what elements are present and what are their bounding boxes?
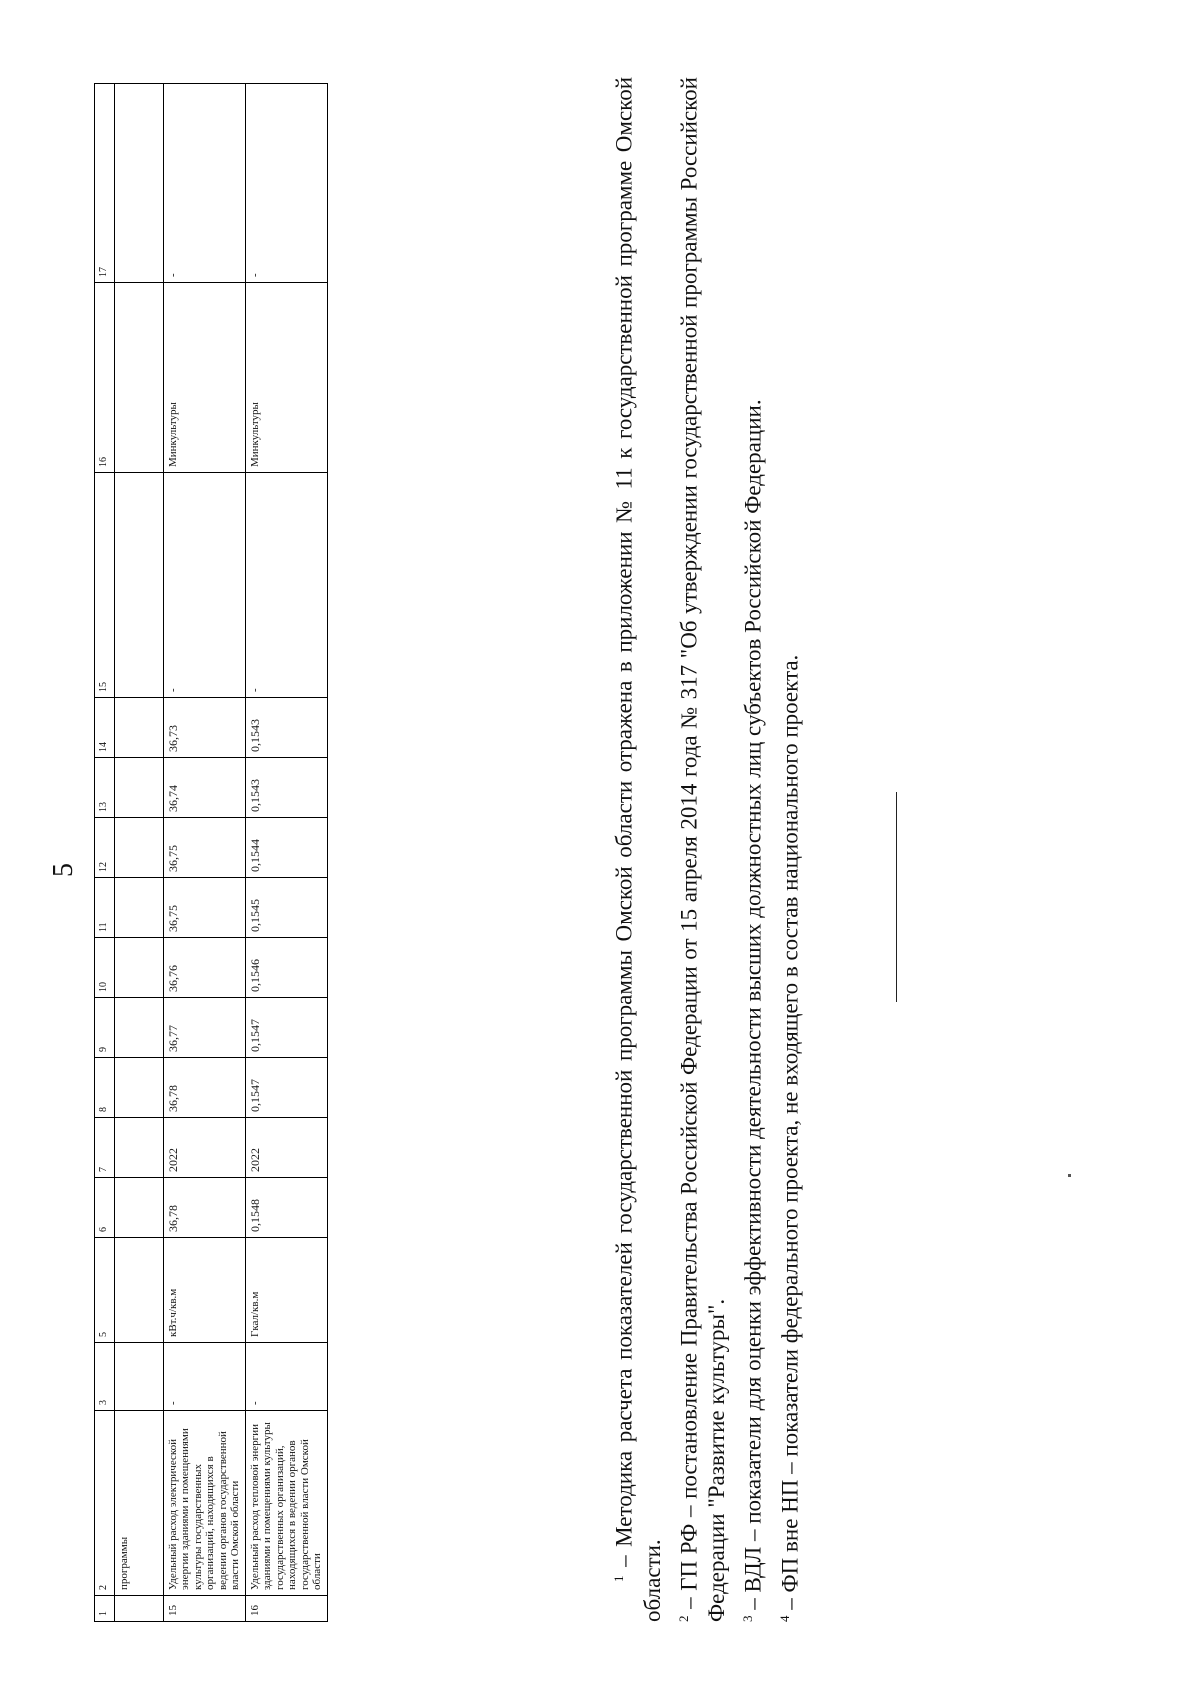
table-cell: программы	[114, 1411, 163, 1596]
table-cell	[114, 1058, 163, 1118]
column-header: 12	[95, 818, 115, 878]
row-number: 15	[163, 1596, 245, 1622]
table-continuation-row	[114, 84, 163, 1622]
unit-cell: кВт.ч/кв.м	[163, 1238, 245, 1343]
value-cell: 0,1544	[245, 818, 327, 878]
base-year-cell: 2022	[163, 1118, 245, 1178]
indicator-name: Удельный расход тепловой энергии зданиями и помещениями культуры государственных организаций, находящихся в ведении органов государственной власти Омской области	[245, 1411, 327, 1596]
footnote	[771, 77, 805, 1622]
column-header: 17	[95, 84, 115, 283]
table-cell	[114, 818, 163, 878]
footnote-mark: 4	[776, 1615, 792, 1622]
value-cell: 0,1543	[245, 758, 327, 818]
footnote-text: – ГП РФ – постановление Правительства Российской Федерации от 15 апреля 2014 года № 317 "Об утверждении государственной программы Российской Федерации "Развитие культуры".	[676, 77, 730, 1622]
footnote-mark: 2	[675, 1615, 691, 1622]
page-number: 5	[48, 863, 79, 877]
column-header: 9	[95, 998, 115, 1058]
table-cell	[114, 1343, 163, 1411]
column-header: 1	[95, 1596, 115, 1622]
column-header: 14	[95, 698, 115, 758]
table-row	[245, 84, 327, 1622]
value-cell: 36,77	[163, 998, 245, 1058]
table-cell: -	[245, 84, 327, 283]
table-cell	[114, 84, 163, 283]
column-header: 7	[95, 1118, 115, 1178]
value-cell: 0,1546	[245, 938, 327, 998]
value-cell: 36,75	[163, 878, 245, 938]
column-header: 2	[95, 1411, 115, 1596]
table-cell	[114, 938, 163, 998]
footnote-text: – ФП вне НП – показатели федерального проекта, не входящего в состав национального проекта.	[777, 654, 803, 1616]
base-value-cell: 36,78	[163, 1178, 245, 1238]
table-cell	[114, 698, 163, 758]
table-cell: -	[245, 1343, 327, 1411]
footnote	[734, 77, 768, 1622]
value-cell: 36,74	[163, 758, 245, 818]
column-header: 8	[95, 1058, 115, 1118]
table-cell	[114, 998, 163, 1058]
value-cell: 36,73	[163, 698, 245, 758]
footnote-text: – ВДЛ – показатели для оценки эффективности деятельности высших должностных лиц субъектов Российской Федерации.	[740, 399, 766, 1616]
footnote-mark: 3	[740, 1615, 756, 1622]
value-cell: 36,75	[163, 818, 245, 878]
table-cell	[114, 1118, 163, 1178]
footnote	[605, 77, 667, 1622]
table-cell	[114, 283, 163, 473]
value-cell: 0,1547	[245, 1058, 327, 1118]
row-number: 16	[245, 1596, 327, 1622]
table-cell: -	[163, 1343, 245, 1411]
table-cell	[114, 878, 163, 938]
table-cell	[114, 1238, 163, 1343]
footnote-mark: 1	[611, 1575, 626, 1582]
table-cell	[114, 1178, 163, 1238]
column-header: 3	[95, 1343, 115, 1411]
responsible-cell: Минкультуры	[245, 283, 327, 473]
table-cell	[114, 1596, 163, 1622]
column-header: 5	[95, 1238, 115, 1343]
column-header: 15	[95, 473, 115, 698]
footnotes	[605, 77, 808, 1622]
value-cell: 0,1545	[245, 878, 327, 938]
base-year-cell: 2022	[245, 1118, 327, 1178]
table-cell: -	[163, 473, 245, 698]
scan-speck	[1068, 1174, 1071, 1177]
table-cell	[114, 473, 163, 698]
unit-cell: Гкал/кв.м	[245, 1238, 327, 1343]
footnote-text: – Методика расчета показателей государственной программы Омской области отражена в приложении № 11 к государственной программе Омской области.	[611, 77, 665, 1622]
indicator-name: Удельный расход электрической энергии зданиями и помещениями культуры государственных организаций, находящихся в ведении органов государственной власти Омской области	[163, 1411, 245, 1596]
indicator-table	[94, 83, 328, 1622]
footnote	[670, 77, 732, 1622]
value-cell: 36,76	[163, 938, 245, 998]
base-value-cell: 0,1548	[245, 1178, 327, 1238]
responsible-cell: Минкультуры	[163, 283, 245, 473]
column-header: 6	[95, 1178, 115, 1238]
table-cell: -	[245, 473, 327, 698]
column-header: 11	[95, 878, 115, 938]
value-cell: 36,78	[163, 1058, 245, 1118]
column-header: 13	[95, 758, 115, 818]
table-cell	[114, 758, 163, 818]
value-cell: 0,1547	[245, 998, 327, 1058]
column-header: 16	[95, 283, 115, 473]
table-row	[163, 84, 245, 1622]
value-cell: 0,1543	[245, 698, 327, 758]
table-cell: -	[163, 84, 245, 283]
column-header: 10	[95, 938, 115, 998]
table-header-row	[95, 84, 115, 1622]
end-rule-divider	[896, 792, 897, 1002]
